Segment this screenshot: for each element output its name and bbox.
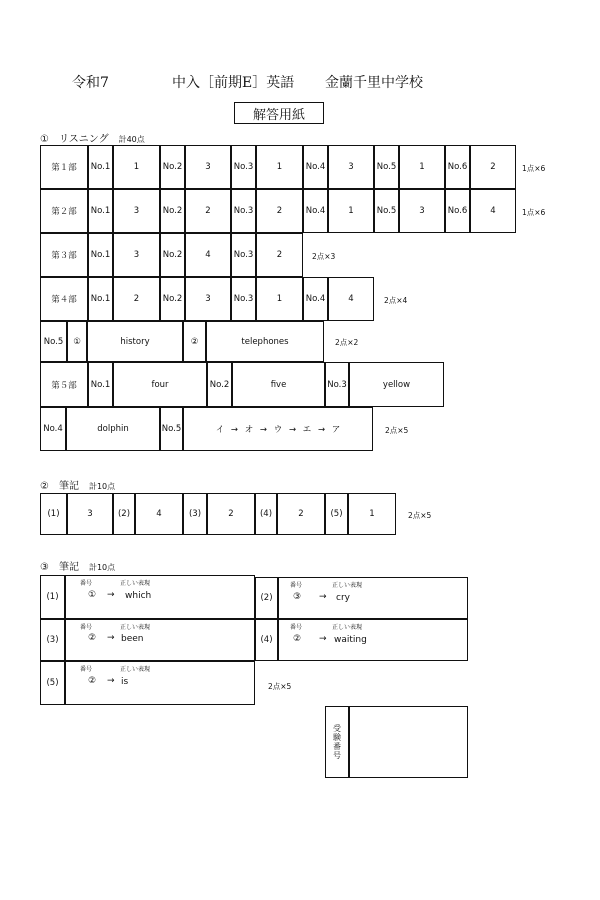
part4-no5-mark2: ② xyxy=(183,321,206,362)
part2-score: 1点×6 xyxy=(522,208,546,217)
s2-q1-answer[interactable]: 3 xyxy=(67,493,113,535)
section2-total: 計10点 xyxy=(88,482,116,491)
part2-no2-label: No.2 xyxy=(160,189,185,233)
part4-no2-label: No.2 xyxy=(160,277,185,321)
section3-score: 2点×5 xyxy=(268,682,292,691)
part1-no5-label: No.5 xyxy=(374,145,399,189)
part5-label: 第５部 xyxy=(40,362,88,407)
part1-no4-answer[interactable]: 3 xyxy=(328,145,374,189)
s3-q2-label: (2) xyxy=(255,577,278,619)
s3-q4-arrow: → xyxy=(319,634,327,644)
part2-no6-answer[interactable]: 4 xyxy=(470,189,516,233)
part2-no1-label: No.1 xyxy=(88,189,113,233)
part4-label: 第４部 xyxy=(40,277,88,321)
section1-heading xyxy=(40,130,145,145)
part1-no1-answer[interactable]: 1 xyxy=(113,145,160,189)
s3-q4-answer-box[interactable] xyxy=(278,619,468,661)
s3-q2-col-number: 番号 xyxy=(290,582,303,589)
exam-number-input[interactable] xyxy=(349,706,468,778)
s3-q4-col-correct: 正しい表現 xyxy=(332,624,363,631)
s3-q2-arrow: → xyxy=(319,592,327,602)
s2-q3-answer[interactable]: 2 xyxy=(207,493,255,535)
part5-no1-answer[interactable]: four xyxy=(113,362,207,407)
s2-q1-label: (1) xyxy=(40,493,67,535)
part3-no2-label: No.2 xyxy=(160,233,185,277)
part2-no3-answer[interactable]: 2 xyxy=(256,189,303,233)
section1-title: ① リスニング xyxy=(40,134,109,145)
exam-number-label: 受験番号 xyxy=(332,724,342,760)
s3-q3-correct: been xyxy=(121,634,144,644)
s2-q4-label: (4) xyxy=(255,493,277,535)
part5-no3-label: No.3 xyxy=(325,362,349,407)
s3-q3-col-number: 番号 xyxy=(80,624,93,631)
part3-no1-label: No.1 xyxy=(88,233,113,277)
s3-q1-col-number: 番号 xyxy=(80,580,93,587)
part1-no5-answer[interactable]: 1 xyxy=(399,145,445,189)
part5-no4-label: No.4 xyxy=(40,407,66,451)
part4-no2-answer[interactable]: 3 xyxy=(185,277,231,321)
part4-no5-answer1[interactable]: history xyxy=(87,321,183,362)
s3-q4-label: (4) xyxy=(255,619,278,661)
part2-no5-answer[interactable]: 3 xyxy=(399,189,445,233)
header-school: 金蘭千里中学校 xyxy=(325,75,423,91)
part1-score: 1点×6 xyxy=(522,164,546,173)
part5-no4-answer[interactable]: dolphin xyxy=(66,407,160,451)
s3-q5-mark: ② xyxy=(88,676,97,686)
part4-no4-label: No.4 xyxy=(303,277,328,321)
s2-q4-answer[interactable]: 2 xyxy=(277,493,325,535)
part4-no1-label: No.1 xyxy=(88,277,113,321)
section3-total: 計10点 xyxy=(88,563,116,572)
part3-no3-answer[interactable]: 2 xyxy=(256,233,303,277)
sheet-title: 解答用紙 xyxy=(234,102,324,124)
s3-q1-arrow: → xyxy=(107,590,115,600)
s3-q4-mark: ② xyxy=(293,634,302,644)
part2-label: 第２部 xyxy=(40,189,88,233)
part1-no2-label: No.2 xyxy=(160,145,185,189)
header-era: 令和7 xyxy=(72,75,109,91)
part4-no5-label: No.5 xyxy=(40,321,67,362)
part5-no3-answer[interactable]: yellow xyxy=(349,362,444,407)
part1-no4-label: No.4 xyxy=(303,145,328,189)
section1-total: 計40点 xyxy=(118,135,145,144)
part3-label: 第３部 xyxy=(40,233,88,277)
part5-no1-label: No.1 xyxy=(88,362,113,407)
part5-score: 2点×5 xyxy=(385,426,409,435)
part5-no5-answer[interactable]: イ → オ → ウ → エ → ア xyxy=(183,407,373,451)
s3-q1-mark: ① xyxy=(88,590,97,600)
part3-score: 2点×3 xyxy=(312,252,336,261)
s2-q5-answer[interactable]: 1 xyxy=(348,493,396,535)
s3-q3-arrow: → xyxy=(107,633,115,643)
s3-q5-col-number: 番号 xyxy=(80,666,93,673)
s3-q2-correct: cry xyxy=(336,593,350,603)
section3-title: ③ 筆記 xyxy=(40,562,79,573)
s3-q1-label: (1) xyxy=(40,575,65,619)
s2-q3-label: (3) xyxy=(183,493,207,535)
s2-q2-answer[interactable]: 4 xyxy=(135,493,183,535)
part1-label: 第１部 xyxy=(40,145,88,189)
part5-no2-answer[interactable]: five xyxy=(232,362,325,407)
part4-score: 2点×4 xyxy=(384,296,408,305)
section2-title: ② 筆記 xyxy=(40,481,79,492)
s3-q2-answer-box[interactable] xyxy=(278,577,468,619)
part1-no6-label: No.6 xyxy=(445,145,470,189)
s2-q5-label: (5) xyxy=(325,493,348,535)
s3-q5-arrow: → xyxy=(107,676,115,686)
part1-no2-answer[interactable]: 3 xyxy=(185,145,231,189)
header-title: 中入［前期E］英語 xyxy=(172,75,295,91)
exam-number-label-cell xyxy=(325,706,349,778)
part1-no3-label: No.3 xyxy=(231,145,256,189)
s3-q2-col-correct: 正しい表現 xyxy=(332,582,363,589)
part2-no5-label: No.5 xyxy=(374,189,399,233)
s3-q3-mark: ② xyxy=(88,633,97,643)
s3-q5-correct: is xyxy=(121,677,129,687)
part4-no5-mark1: ① xyxy=(67,321,87,362)
part2-no2-answer[interactable]: 2 xyxy=(185,189,231,233)
part5-no2-label: No.2 xyxy=(207,362,232,407)
part4-no1-answer[interactable]: 2 xyxy=(113,277,160,321)
s3-q5-col-correct: 正しい表現 xyxy=(120,666,151,673)
part2-no1-answer[interactable]: 3 xyxy=(113,189,160,233)
part4-no3-answer[interactable]: 1 xyxy=(256,277,303,321)
part3-no2-answer[interactable]: 4 xyxy=(185,233,231,277)
part2-no3-label: No.3 xyxy=(231,189,256,233)
part3-no1-answer[interactable]: 3 xyxy=(113,233,160,277)
s3-q4-correct: waiting xyxy=(334,635,367,645)
section3-heading xyxy=(40,558,115,573)
section2-score: 2点×5 xyxy=(408,511,432,520)
s3-q2-mark: ③ xyxy=(293,592,302,602)
part4-no5-answer2[interactable]: telephones xyxy=(206,321,324,362)
part2-no6-label: No.6 xyxy=(445,189,470,233)
s3-q1-col-correct: 正しい表現 xyxy=(120,580,151,587)
s3-q1-correct: which xyxy=(125,591,152,601)
s3-q4-col-number: 番号 xyxy=(290,624,303,631)
part5-no5-label: No.5 xyxy=(160,407,183,451)
s3-q3-col-correct: 正しい表現 xyxy=(120,624,151,631)
part1-no1-label: No.1 xyxy=(88,145,113,189)
s2-q2-label: (2) xyxy=(113,493,135,535)
part1-no6-answer[interactable]: 2 xyxy=(470,145,516,189)
part2-no4-label: No.4 xyxy=(303,189,328,233)
part4-no4-answer[interactable]: 4 xyxy=(328,277,374,321)
part4-no3-label: No.3 xyxy=(231,277,256,321)
part1-no3-answer[interactable]: 1 xyxy=(256,145,303,189)
part4-no5-score: 2点×2 xyxy=(335,338,359,347)
part3-no3-label: No.3 xyxy=(231,233,256,277)
s3-q5-label: (5) xyxy=(40,661,65,705)
s3-q3-label: (3) xyxy=(40,619,65,661)
part2-no4-answer[interactable]: 1 xyxy=(328,189,374,233)
section2-heading xyxy=(40,477,115,492)
